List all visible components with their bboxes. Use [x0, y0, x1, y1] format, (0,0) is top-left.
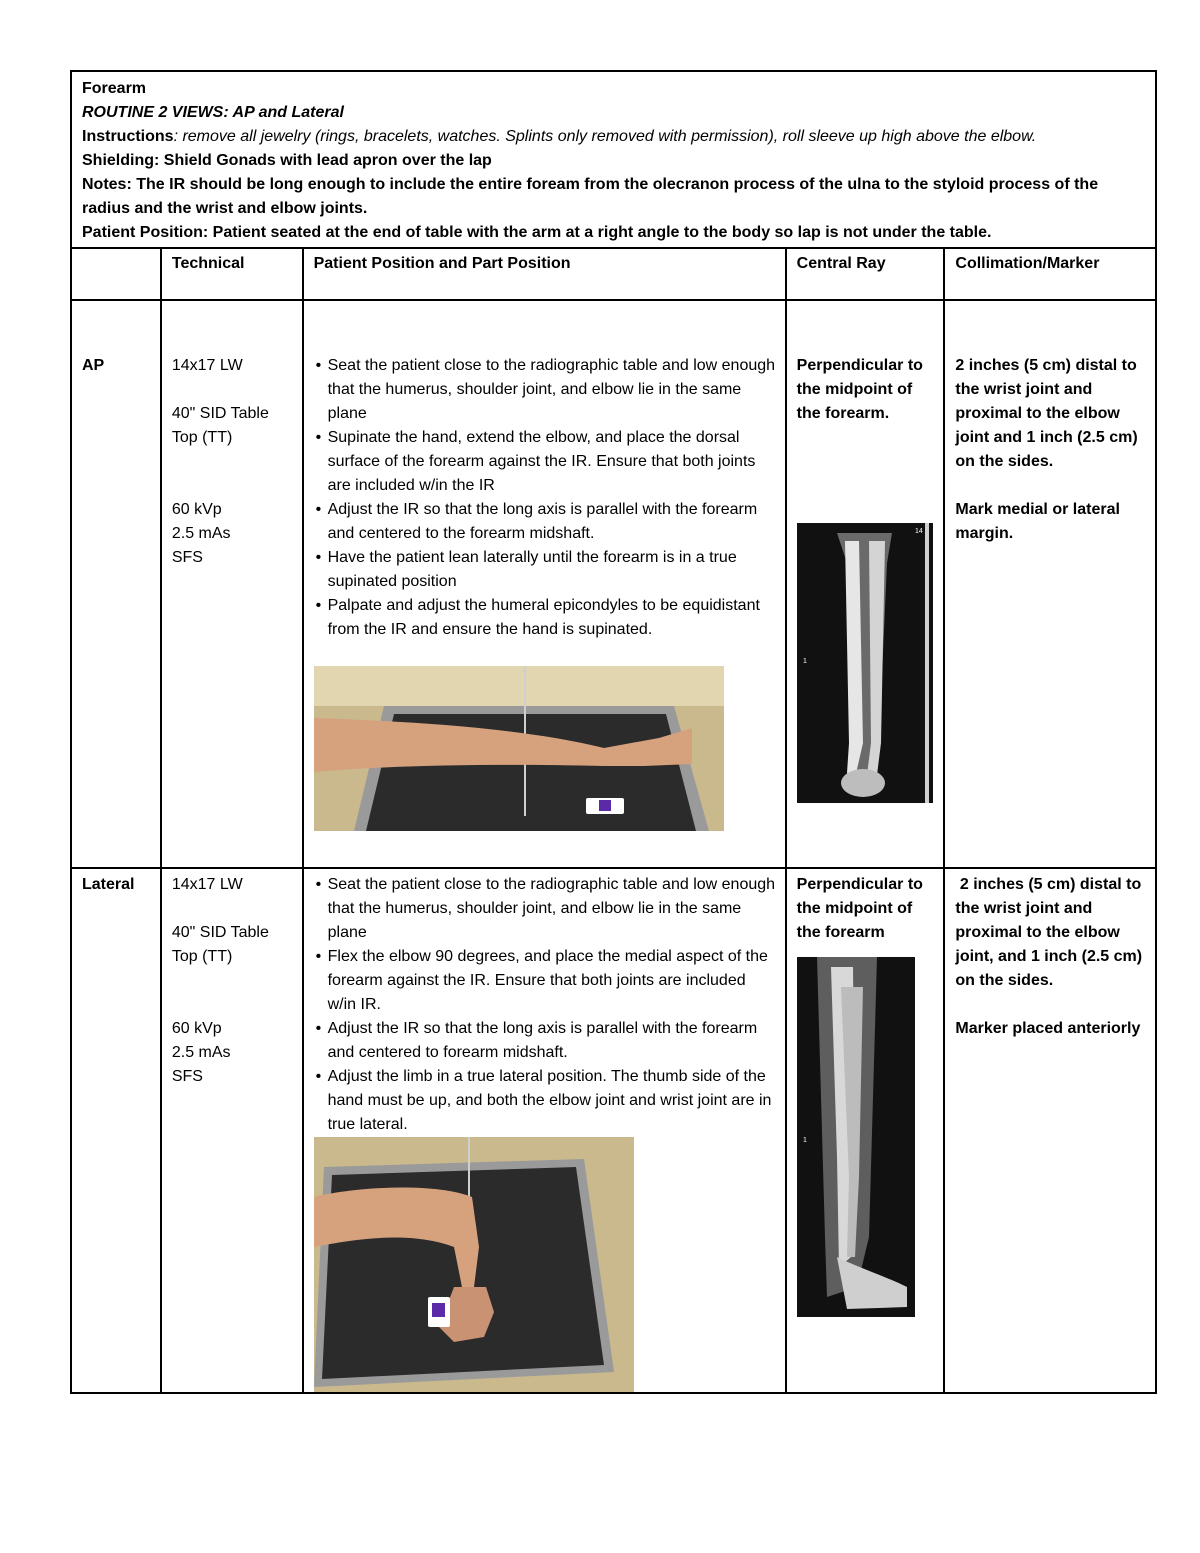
ir-size: 14x17 LW: [171, 357, 243, 374]
routine-views: ROUTINE 2 VIEWS: AP and Lateral: [82, 104, 344, 121]
column-header-collimation: Collimation/Marker: [955, 255, 1100, 272]
notes-label: Notes:: [82, 176, 132, 193]
central-ray-ap: Perpendicular to the midpoint of the forearm. 14 1: [787, 301, 946, 867]
marker-ap: Mark medial or lateral margin.: [955, 501, 1120, 542]
shielding-label: Shielding:: [82, 152, 160, 169]
ap-positioning-photo: [314, 666, 724, 831]
list-item: • Flex the elbow 90 degrees, and place the medial aspect of the forearm against the IR. Ensure that both joints are included w/in IR.: [314, 945, 777, 1017]
instructions-label: Instructions: [82, 128, 174, 145]
table-row-ap: [72, 301, 1155, 869]
steps-list-ap: [314, 354, 777, 642]
patient-position-text: Patient seated at the end of table with the arm at a right angle to the body so lap is not under the table.: [208, 224, 992, 241]
technical-ap: [162, 301, 304, 867]
column-header-technical: Technical: [162, 249, 304, 299]
instructions-text: : remove all jewelry (rings, bracelets, watches. Splints only removed with permission), roll sleeve up high above the elbow.: [173, 128, 1037, 145]
mas: 2.5 mAs: [171, 1044, 231, 1061]
view-label-ap: AP: [72, 301, 162, 867]
view-label-lateral: Lateral: [72, 869, 162, 1392]
collimation-lateral: 2 inches (5 cm) distal to the wrist joint and proximal to the elbow joint, and 1 inch (2.5 cm) on the sides. Marker placed anteriorly: [955, 876, 1147, 1037]
ir-size: 14x17 LW: [171, 876, 243, 893]
mas: 2.5 mAs: [171, 525, 231, 542]
notes-text: The IR should be long enough to include the entire foream from the olecranon process of the ulna to the styloid process of the radius and the wrist and elbow joints.: [82, 176, 1099, 217]
position-lateral: [304, 869, 787, 1392]
technical-lateral: [162, 869, 304, 1392]
lateral-forearm-xray: [797, 957, 915, 1317]
svg-text:1: 1: [802, 658, 807, 665]
sid: 40" SID Table Top (TT): [171, 405, 269, 446]
column-header-view: [72, 249, 162, 299]
list-item: • Seat the patient close to the radiographic table and low enough that the humerus, shoulder joint, and elbow lie in the same plane: [314, 354, 777, 426]
svg-text:1: 1: [802, 1137, 807, 1144]
column-header-central-ray: Central Ray: [787, 249, 946, 299]
position-ap: [304, 301, 787, 867]
column-header-position: Patient Position and Part Position: [304, 249, 787, 299]
list-item: • Supinate the hand, extend the elbow, and place the dorsal surface of the forearm against the IR. Ensure that both joints are included w/in the IR: [314, 426, 777, 498]
column-header-row: [72, 249, 1155, 301]
protocol-table: [70, 70, 1157, 1394]
kvp: 60 kVp: [171, 1020, 222, 1037]
patient-position-label: Patient Position:: [82, 224, 209, 241]
kvp: 60 kVp: [171, 501, 222, 518]
list-item: • Adjust the IR so that the long axis is parallel with the forearm and centered to the forearm midshaft.: [314, 498, 777, 546]
shielding-text: Shield Gonads with lead apron over the lap: [159, 152, 492, 169]
sid: 40" SID Table Top (TT): [171, 924, 269, 965]
list-item: • Adjust the IR so that the long axis is parallel with the forearm and centered to forearm midshaft.: [314, 1017, 777, 1065]
marker-lateral: Marker placed anteriorly: [955, 1020, 1141, 1037]
focal-spot: SFS: [171, 1068, 203, 1085]
steps-list-lateral: [314, 873, 777, 1137]
page-title: Forearm: [82, 80, 147, 97]
table-row-lateral: [72, 869, 1155, 1392]
ap-forearm-xray: [797, 523, 933, 803]
focal-spot: SFS: [171, 549, 203, 566]
list-item: • Seat the patient close to the radiographic table and low enough that the humerus, shoulder joint, and elbow lie in the same plane: [314, 873, 777, 945]
central-ray-lateral: Perpendicular to the midpoint of the forearm 1: [787, 869, 946, 1392]
lateral-positioning-photo: [314, 1137, 634, 1392]
collimation-ap: 2 inches (5 cm) distal to the wrist joint and proximal to the elbow joint and 1 inch (2.5 cm) on the sides. Mark medial or lateral margin.: [955, 357, 1138, 542]
svg-text:14: 14: [914, 528, 923, 535]
table-header: [72, 72, 1155, 249]
list-item: • Have the patient lean laterally until the forearm is in a true supinated position: [314, 546, 777, 594]
list-item: • Palpate and adjust the humeral epicondyles to be equidistant from the IR and ensure the hand is supinated.: [314, 594, 777, 642]
list-item: • Adjust the limb in a true lateral position. The thumb side of the hand must be up, and both the elbow joint and wrist joint are in true lateral.: [314, 1065, 777, 1137]
